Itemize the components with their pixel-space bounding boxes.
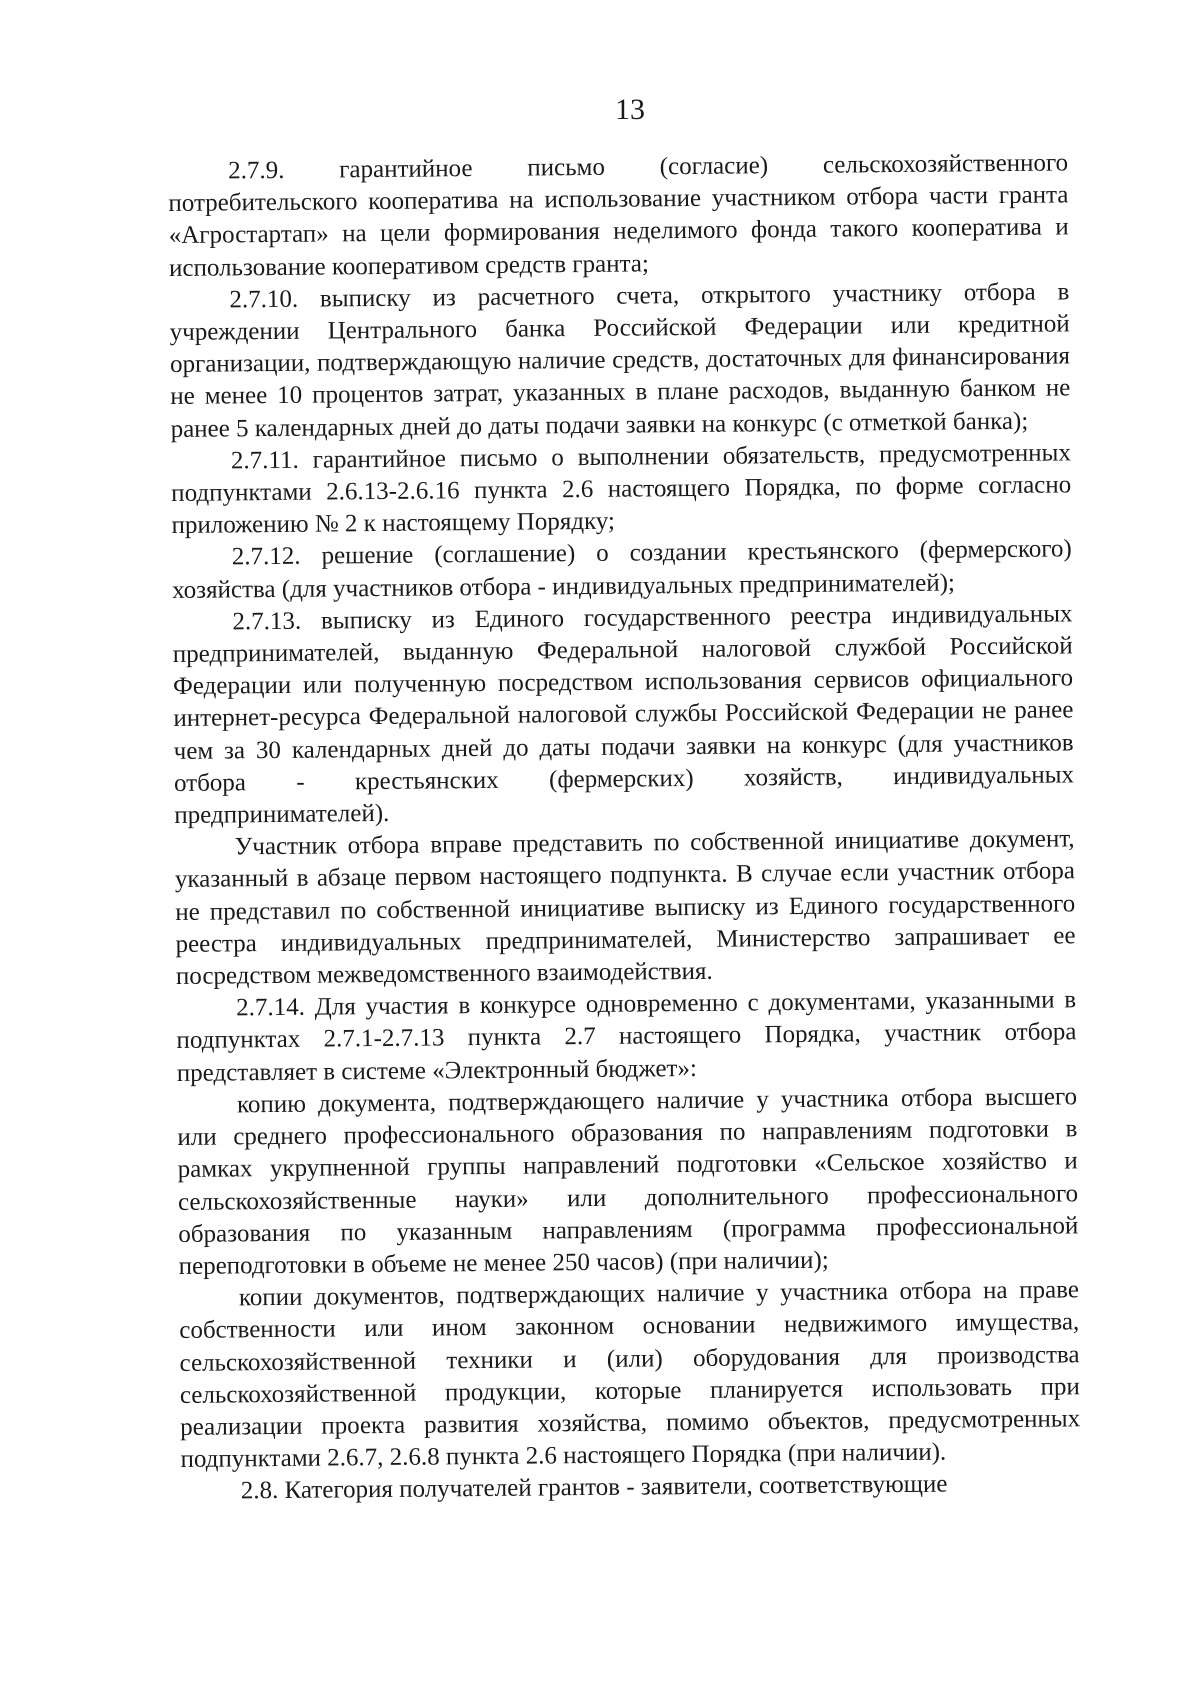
paragraph-2-7-11: 2.7.11. гарантийное письмо о выполнении обязательств, предусмотренных подпунктами 2.6.13-2.6.16 пункта 2.6 настоящего Порядка, по форме согласно приложению № 2 к настоящему Порядку; <box>171 439 1072 540</box>
document-body <box>168 147 1081 1508</box>
paragraph-2-8: 2.8. Категория получателей грантов - заявители, соответствующие <box>240 1470 948 1505</box>
paragraph-2-7-10: 2.7.10. выписку из расчетного счета, открытого участнику отбора в учреждении Центрального банка Российской Федерации или кредитной организации, подтверждающую наличие средств, достаточных для финансирования не менее 10 процентов затрат, указанных в плане расходов, выданную банком не ранее 5 календарных дней до даты подачи заявки на конкурс (с отметкой банка); <box>169 278 1071 443</box>
paragraph-education-copy: копию документа, подтверждающего наличие у участника отбора высшего или среднего профессионального образования по направлениям подготовки в рамках укрупненной группы направлений подготовки «Сельское хозяйство и сельскохозяйственные науки» или дополнительного профессионального образования по указанным направлениям (программа профессиональной переподготовки в объеме не менее 250 часов) (при наличии); <box>177 1083 1079 1280</box>
paragraph-2-7-14: 2.7.14. Для участия в конкурсе одновременно с документами, указанными в подпунктах 2.7.1-2.7.13 пункта 2.7 настоящего Порядка, участник отбора представляет в системе «Электронный бюджет»: <box>176 986 1077 1087</box>
paragraph-property-copies: копии документов, подтверждающих наличие у участника отбора на праве собственности или ином законном основании недвижимого имущества, сельскохозяйственной техники и (или) оборудования для производства сельскохозяйственной продукции, которые планируется использовать при реализации проекта развития хозяйства, помимо объектов, предусмотренных подпунктами 2.6.7, 2.6.8 пункта 2.6 настоящего Порядка (при наличии). <box>179 1276 1081 1474</box>
paragraph-participant-right: Участник отбора вправе представить по собственной инициативе документ, указанный в абзаце первом настоящего подпункта. В случае если участник отбора не представил по собственной инициативе выписку из Единого государственного реестра индивидуальных предпринимателей, Министерство запрашивает ее посредством межведомственного взаимодействия. <box>174 825 1076 991</box>
paragraph-2-7-13: 2.7.13. выписку из Единого государственного реестра индивидуальных предпринимателей, выданную Федеральной налоговой службой Российской Федерации или полученную посредством использования сервисов официального интернет-ресурса Федеральной налоговой службы Российской Федерации не ранее чем за 30 календарных дней до даты подачи заявки на конкурс (для участников отбора - крестьянских (фермерских) хозяйств, индивидуальных предпринимателей). <box>172 600 1075 830</box>
page-number: 13 <box>615 93 645 126</box>
paragraph-2-7-12: 2.7.12. решение (соглашение) о создании крестьянского (фермерского) хозяйства (для участников отбора - индивидуальных предпринимателей); <box>172 535 1072 604</box>
paragraph-2-7-9: 2.7.9. гарантийное письмо (согласие) сельскохозяйственного потребительского кооператива на использование участником отбора части гранта «Агростартап» на цели формирования неделимого фонда такого кооператива и использование кооперативом средств гранта; <box>168 149 1069 282</box>
